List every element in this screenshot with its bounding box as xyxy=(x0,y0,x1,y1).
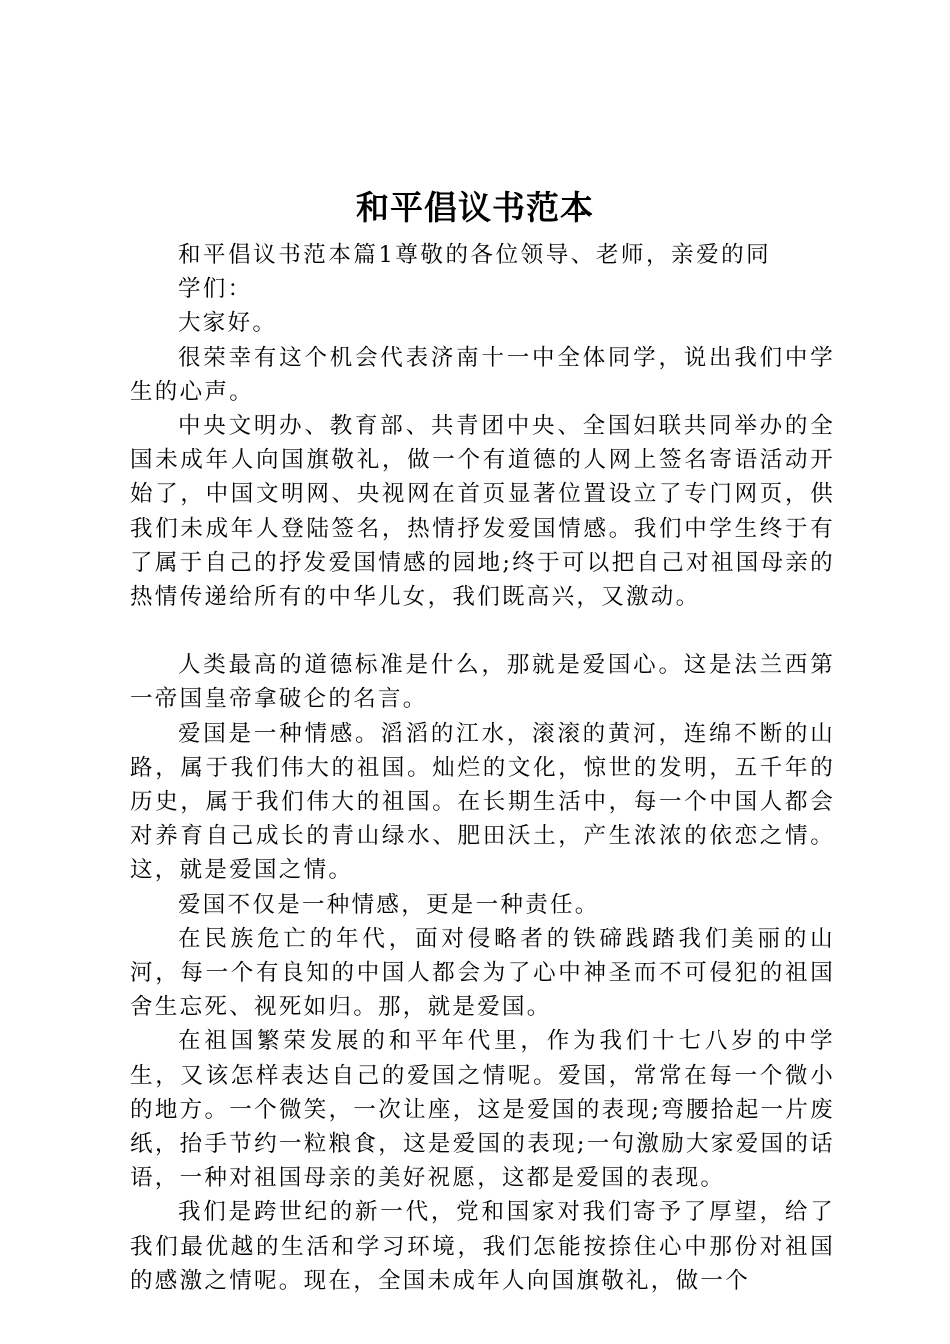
document-body xyxy=(130,238,835,1298)
paragraph: 人类最高的道德标准是什么，那就是爱国心。这是法兰西第一帝国皇帝拿破仑的名言。 xyxy=(130,652,835,713)
paragraph: 爱国是一种情感。滔滔的江水，滚滚的黄河，连绵不断的山路，属于我们伟大的祖国。灿烂的文化，惊世的发明，五千年的历史，属于我们伟大的祖国。在长期生活中，每一个中国人都会对养育自己成长的青山绿水、肥田沃土，产生浓浓的依恋之情。这，就是爱国之情。 xyxy=(130,720,835,884)
paragraph: 在祖国繁荣发展的和平年代里，作为我们十七八岁的中学生，又该怎样表达自己的爱国之情呢。爱国，常常在每一个微小的地方。一个微笑，一次让座，这是爱国的表现;弯腰拾起一片废纸，抬手节约一粒粮食，这是爱国的表现;一句激励大家爱国的话语，一种对祖国母亲的美好祝愿，这都是爱国的表现。 xyxy=(130,1028,835,1192)
paragraph: 中央文明办、教育部、共青团中央、全国妇联共同举办的全国未成年人向国旗敬礼，做一个有道德的人网上签名寄语活动开始了，中国文明网、央视网在首页显著位置设立了专门网页，供我们未成年人登陆签名，热情抒发爱国情感。我们中学生终于有了属于自己的抒发爱国情感的园地;终于可以把自己对祖国母亲的热情传递给所有的中华儿女，我们既高兴，又激动。 xyxy=(130,413,835,611)
paragraph: 在民族危亡的年代，面对侵略者的铁碲践踏我们美丽的山河，每一个有良知的中国人都会为了心中神圣而不可侵犯的祖国舍生忘死、视死如归。那，就是爱国。 xyxy=(130,925,835,1021)
paragraph-greeting: 大家好。 xyxy=(178,310,278,337)
paragraph-spacer xyxy=(130,614,835,648)
document-title: 和平倡议书范本 xyxy=(356,188,594,227)
paragraph: 我们是跨世纪的新一代，党和国家对我们寄予了厚望，给了我们最优越的生活和学习环境，我们怎能按捺住心中那份对祖国的感激之情呢。现在，全国未成年人向国旗敬礼，做一个 xyxy=(130,1199,835,1294)
paragraph-intro: 和平倡议书范本篇1尊敬的各位领导、老师，亲爱的同学们： xyxy=(178,242,771,303)
paragraph: 很荣幸有这个机会代表济南十一中全体同学，说出我们中学生的心声。 xyxy=(130,344,835,405)
paragraph: 爱国不仅是一种情感，更是一种责任。 xyxy=(178,891,600,918)
